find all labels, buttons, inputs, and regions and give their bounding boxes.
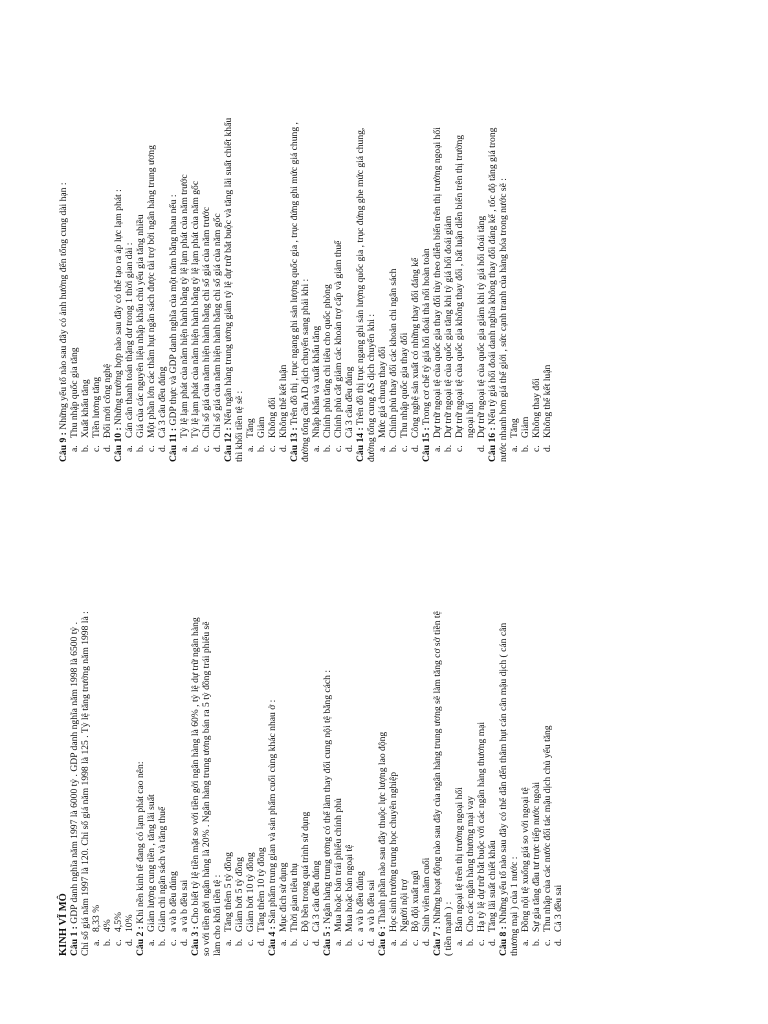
option-text: Giá của các nguyên liệu nhập khẩu chủ yếu gia tăng nhiều	[135, 214, 146, 438]
answer-option	[520, 524, 531, 956]
question	[322, 524, 377, 956]
answer-option	[113, 524, 124, 956]
answer-option	[311, 524, 322, 956]
question-stem	[322, 524, 333, 956]
option-letter: b.	[190, 444, 201, 452]
question-text-continued: làm cho khối tiền tệ :	[212, 874, 223, 956]
answer-option	[421, 524, 432, 956]
answer-option	[146, 524, 157, 956]
question-text: Những yếu tố nào sau đây có ảnh hưởng đến tổng cung dài hạn :	[58, 182, 69, 430]
answer-option	[267, 30, 278, 462]
question-stem	[487, 30, 498, 462]
question-stem	[135, 524, 146, 956]
option-text: Chỉ số giá của năm hiện hành bằng chỉ số giá của năm gốc	[212, 213, 223, 438]
question-text: Sản phẩm trung gian và sản phẩm cuối cùng khác nhau ở :	[267, 699, 278, 924]
answer-option	[443, 30, 454, 462]
option-letter: a.	[311, 445, 322, 452]
question-number: Câu 2 :	[135, 926, 146, 956]
option-text: 4%	[102, 919, 113, 932]
option-letter: a.	[91, 939, 102, 946]
question-text: Thành phần nào sau đây thuộc lực lượng lao động	[377, 731, 388, 924]
answer-option	[542, 30, 553, 462]
option-letter: a.	[124, 445, 135, 452]
question-text-continued: ( tiền mạnh ) :	[443, 901, 454, 956]
answer-option	[157, 30, 168, 462]
answer-option	[80, 30, 91, 462]
option-letter: b.	[80, 444, 91, 452]
option-letter: d.	[102, 444, 113, 452]
option-text: Mua hoặc bán ngoại tệ	[344, 844, 355, 932]
question-number: Câu 8 :	[498, 926, 509, 956]
answer-option	[355, 524, 366, 956]
option-letter: a.	[278, 939, 289, 946]
option-letter: a.	[245, 445, 256, 452]
question	[190, 524, 267, 956]
option-text: Thời gian tiêu thụ	[289, 863, 300, 932]
answer-option	[487, 524, 498, 956]
option-text: Không thay đổi	[531, 378, 542, 438]
answer-option	[102, 30, 113, 462]
question-number: Câu 13 :	[289, 427, 300, 462]
question-text: Những hoạt động nào sau đây của ngân hàng trung ương sẽ làm tăng cơ sở tiền tệ	[432, 611, 443, 924]
option-letter: c.	[333, 445, 344, 452]
question-stem	[289, 30, 300, 462]
question-stem	[190, 524, 201, 956]
question	[421, 30, 487, 462]
option-text: Chính phủ thay đổi các khoản chi ngân sách	[388, 268, 399, 438]
question	[267, 524, 322, 956]
answer-option	[333, 524, 344, 956]
answer-option	[454, 30, 465, 462]
option-letter: b.	[322, 444, 333, 452]
answer-option	[553, 524, 564, 956]
answer-option	[300, 524, 311, 956]
answer-option	[201, 30, 212, 462]
option-text: a và b đều sai	[179, 879, 190, 932]
option-text: Học sinh trường trung học chuyên nghiệp	[388, 771, 399, 932]
option-letter: a.	[432, 445, 443, 452]
option-text: Cả 3 đều sai	[553, 884, 564, 932]
answer-option	[289, 524, 300, 956]
question-number: Câu 3 :	[190, 926, 201, 956]
option-letter: d.	[476, 444, 487, 452]
option-text: Một phần lớn các thâm hụt ngân sách được tài trợ bởi ngân hàng trung ương	[146, 145, 157, 438]
option-text: 4,5%	[113, 912, 124, 932]
option-letter: b.	[256, 444, 267, 452]
option-text: Không thể kết luận	[278, 364, 289, 438]
option-letter: c.	[113, 939, 124, 946]
answer-option	[410, 30, 421, 462]
option-text: Dự trữ ngoại tệ của quốc gia tăng khi tỷ giá hối đoái giảm	[443, 215, 454, 438]
option-letter: b.	[157, 938, 168, 946]
option-letter: d.	[553, 938, 564, 946]
option-text: Tăng thêm 10 tỷ đồng	[256, 847, 267, 932]
answer-option	[476, 30, 487, 462]
option-text: Sự gia tăng đầu tư trực tiếp nước ngoài	[531, 781, 542, 932]
option-text: Dự trữ ngoại tệ của quốc gia không thay đổi , bất luận diễn biến trên thị trường	[454, 134, 465, 438]
option-text: a và b đều đúng	[168, 871, 179, 932]
question	[289, 30, 355, 462]
option-letter: d.	[278, 444, 289, 452]
answer-option	[124, 30, 135, 462]
option-letter: d.	[542, 444, 553, 452]
question-text: Cho biết tỷ lệ tiền mặt so với tiền gởi ngân hàng là 60% , tỷ lệ dự trữ ngân hàng	[190, 617, 201, 924]
option-letter: a.	[454, 939, 465, 946]
left-question-list	[69, 524, 564, 956]
left-column	[58, 524, 564, 956]
option-letter: d.	[179, 938, 190, 946]
option-text: Độ bền trong quá trình sử dụng	[300, 811, 311, 932]
option-text: Thu nhập của các nước đối tác mậu dịch chủ yếu tăng	[542, 725, 553, 932]
question-number: Câu 10 :	[113, 427, 124, 462]
option-text: Dự trữ ngoại tệ của quốc gia giảm khi tỷ giá hối đoái tăng	[476, 215, 487, 438]
answer-option	[124, 524, 135, 956]
option-text: Bộ đội xuất ngũ	[410, 870, 421, 932]
option-text: Bán ngoại tệ trên thị trường ngoại hối	[454, 787, 465, 932]
option-letter: b.	[289, 938, 300, 946]
option-text: Xuất khẩu tăng	[80, 379, 91, 438]
answer-option	[388, 30, 399, 462]
option-text: Chỉ số giá của năm hiện hành bằng chỉ số giá của năm trước	[201, 206, 212, 438]
option-letter: a.	[179, 445, 190, 452]
option-letter: b.	[388, 444, 399, 452]
answer-option	[256, 524, 267, 956]
question-text: Những trường hợp nào sau đây có thể tạo ra áp lực lạm phát :	[113, 189, 124, 425]
option-letter: c.	[245, 939, 256, 946]
question-text-continued: so với tiền gởi ngân hàng là 20% . Ngân hàng trung ương bán ra 5 tỷ đồng trái phiếu sẽ	[201, 621, 212, 956]
answer-option	[69, 30, 80, 462]
question-number: Câu 1 :	[69, 926, 80, 956]
option-text: Cả 3 câu đều đúng	[157, 366, 168, 438]
answer-option	[168, 524, 179, 956]
option-text: Cả 3 câu đều đúng	[311, 860, 322, 932]
option-text: Cho các ngân hàng thương mại vay	[465, 795, 476, 932]
option-letter: d.	[487, 938, 498, 946]
right-question-list	[58, 30, 553, 462]
question-number: Câu 5 :	[322, 926, 333, 956]
option-text: Đổi mới công nghệ	[102, 363, 113, 438]
answer-option	[212, 30, 223, 462]
option-letter: c.	[542, 939, 553, 946]
question-text-continued: đường tổng cầu AD dịch chuyển sang phải khi :	[300, 278, 311, 462]
option-letter: b.	[399, 938, 410, 946]
option-letter: c.	[531, 445, 542, 452]
option-text: Giảm lượng cung tiền , tăng lãi suất	[146, 794, 157, 932]
option-letter: a.	[223, 939, 234, 946]
question	[69, 524, 135, 956]
answer-option	[245, 30, 256, 462]
option-text: Công nghệ sản xuất có những thay đổi đáng kể	[410, 257, 421, 438]
question-text: Ngân hàng trung ương có thể làm thay đổi cung nội tệ bằng cách :	[322, 669, 333, 924]
question-stem	[498, 524, 509, 956]
option-letter: c.	[454, 445, 465, 452]
option-letter: a.	[388, 939, 399, 946]
option-letter: c.	[91, 445, 102, 452]
answer-option	[388, 524, 399, 956]
option-text: Tăng thêm 5 tỷ đồng	[223, 852, 234, 932]
answer-option	[432, 30, 443, 462]
question	[113, 30, 168, 462]
question-text: Trên đồ thị , trục ngang ghi sản lượng quốc gia , trục đứng ghi mức giá chung ,	[289, 122, 300, 426]
option-text: a và b đều sai	[366, 879, 377, 932]
answer-option	[157, 524, 168, 956]
option-letter: d.	[311, 938, 322, 946]
question-number: Câu 15 :	[421, 427, 432, 462]
question-text-continued: đường tổng cung AS dịch chuyển khi :	[366, 313, 377, 462]
question-number: Câu 11 :	[168, 427, 179, 462]
question	[487, 30, 553, 462]
answer-option	[91, 524, 102, 956]
option-text: Đồng nội tệ xuống giá so với ngoại tệ	[520, 787, 531, 932]
answer-option	[520, 30, 531, 462]
question	[355, 30, 421, 462]
option-text: Giảm	[520, 416, 531, 438]
answer-option	[454, 524, 465, 956]
question-number: Câu 9 :	[58, 432, 69, 462]
answer-option	[410, 524, 421, 956]
question	[223, 30, 289, 462]
option-letter: d.	[124, 938, 135, 946]
answer-option	[465, 524, 476, 956]
answer-option	[344, 524, 355, 956]
answer-option	[91, 30, 102, 462]
answer-option	[322, 30, 333, 462]
question-stem	[355, 30, 366, 462]
answer-option	[256, 30, 267, 462]
option-letter: d.	[344, 444, 355, 452]
question-stem	[421, 30, 432, 462]
option-letter: d.	[366, 938, 377, 946]
answer-option	[278, 30, 289, 462]
option-text: 10%	[124, 914, 135, 932]
question	[135, 524, 190, 956]
answer-option	[476, 524, 487, 956]
option-letter: c.	[146, 445, 157, 452]
answer-option	[366, 524, 377, 956]
answer-option	[190, 30, 201, 462]
answer-option	[102, 524, 113, 956]
document-title: KINH VĨ MÔ	[58, 893, 69, 956]
option-text: Tăng lãi suất chiết khấu	[487, 840, 498, 932]
option-letter: d.	[212, 444, 223, 452]
question-stem	[223, 30, 234, 462]
option-letter: c.	[476, 939, 487, 946]
question-number: Câu 7 :	[432, 926, 443, 956]
question	[498, 524, 564, 956]
option-letter: a.	[146, 939, 157, 946]
answer-option	[377, 30, 388, 462]
answer-option	[542, 524, 553, 956]
question-text: GDP thực và GDP danh nghĩa của một năm bằng nhau nếu :	[168, 194, 179, 426]
question	[432, 524, 498, 956]
answer-option	[135, 30, 146, 462]
option-letter: c.	[355, 939, 366, 946]
option-text-continued: ngoại hối	[465, 402, 476, 438]
answer-option	[399, 524, 410, 956]
option-text: Chính phủ cắt giảm các khoản trợ cấp và giảm thuế	[333, 240, 344, 438]
answer-option	[311, 30, 322, 462]
option-text: Tăng	[245, 418, 256, 438]
option-text: Mua hoặc bán trái phiếu chính phủ	[333, 798, 344, 932]
question-text: Khi nền kinh tế đang có lạm phát cao nên:	[135, 761, 146, 924]
question-number: Câu 6 :	[377, 926, 388, 956]
option-text: Giảm	[256, 416, 267, 438]
option-letter: d.	[421, 938, 432, 946]
question-text: Nếu tỷ giá hối đoái danh nghĩa không thay đổi đáng kể , tốc độ tăng giá trong	[487, 127, 498, 425]
option-text: 8,33 %	[91, 904, 102, 932]
option-text: Tỷ lệ lạm phát của năm hiện hành bằng tỷ lệ lạm phát của năm trước	[179, 174, 190, 438]
option-text: Dự trữ ngoại tệ của quốc gia thay đổi tùy theo diễn biến trên thị trường ngoại hối	[432, 127, 443, 438]
option-text: Sinh viên năm cuối	[421, 857, 432, 932]
question-text: Những yếu tố nào sau đây có thể dẫn đến thâm hụt cán cân mậu dịch ( cán cân	[498, 622, 509, 924]
option-letter: a.	[509, 445, 520, 452]
question	[58, 30, 113, 462]
option-text: Cán cân thanh toán thặng dư trong 1 thời gian dài :	[124, 242, 135, 438]
option-text: Hạ tỷ lệ dự trữ bắt buộc với các ngân hàng thương mại	[476, 721, 487, 932]
question-stem	[58, 30, 69, 462]
answer-option	[245, 524, 256, 956]
option-text: Thu nhập quốc gia thay đổi	[399, 332, 410, 438]
option-letter: b.	[234, 938, 245, 946]
answer-option	[179, 524, 190, 956]
option-letter: b.	[135, 444, 146, 452]
option-text: Tăng	[509, 418, 520, 438]
question-text-continued: thì khối tiền tệ sẽ :	[234, 390, 245, 462]
option-text: Chính phủ tăng chi tiêu cho quốc phòng	[322, 284, 333, 438]
option-letter: b.	[520, 444, 531, 452]
answer-option	[234, 524, 245, 956]
option-letter: c.	[300, 939, 311, 946]
question-stem	[113, 30, 124, 462]
option-letter: c.	[399, 445, 410, 452]
option-text: Người nội trợ	[399, 879, 410, 932]
option-letter: a.	[69, 445, 80, 452]
option-text: Mức giá chung thay đổi	[377, 346, 388, 438]
answer-option	[531, 30, 542, 462]
question-text-continued: nước nhanh hơn giá thế giới , sức cạnh tranh của hàng hóa trong nước sẽ :	[498, 178, 509, 462]
answer-option	[531, 524, 542, 956]
option-letter: b.	[443, 444, 454, 452]
answer-option	[146, 30, 157, 462]
option-letter: d.	[410, 444, 421, 452]
answer-option	[223, 524, 234, 956]
question-number: Câu 16 :	[487, 427, 498, 462]
question-stem	[267, 524, 278, 956]
question	[168, 30, 223, 462]
answer-option	[509, 30, 520, 462]
option-text: a và b đều đúng	[355, 871, 366, 932]
option-text: Mục đích sử dụng	[278, 862, 289, 932]
option-letter: a.	[377, 445, 388, 452]
question-text: GDP danh nghĩa năm 1997 là 6000 tỷ . GDP danh nghĩa năm 1998 là 6500 tỷ .	[69, 622, 80, 924]
option-letter: a.	[520, 939, 531, 946]
answer-option	[278, 524, 289, 956]
option-letter: c.	[267, 445, 278, 452]
option-letter: d.	[256, 938, 267, 946]
option-text: Không đổi	[267, 397, 278, 438]
question-stem	[168, 30, 179, 462]
question-text: Trong cơ chế tỷ giá hối đoái thả nổi hoàn toàn	[421, 248, 432, 426]
option-letter: b.	[465, 938, 476, 946]
question-text: Nếu ngân hàng trung ương giảm tỷ lệ dự trữ bắt buộc và tăng lãi suất chiết khấu	[223, 117, 234, 425]
question-text-continued: thương mại ) của 1 nước :	[509, 856, 520, 956]
option-text: Thu nhập quốc gia tăng	[69, 347, 80, 438]
question-number: Câu 12 :	[223, 427, 234, 462]
option-text: Tiền lương tăng	[91, 376, 102, 438]
option-letter: c.	[410, 939, 421, 946]
option-letter: b.	[344, 938, 355, 946]
right-column	[58, 30, 553, 462]
option-letter: c.	[168, 939, 179, 946]
option-text: Giảm bớt 5 tỷ đồng	[234, 857, 245, 932]
answer-option	[344, 30, 355, 462]
question-stem	[432, 524, 443, 956]
option-text: Cả 3 câu đều đúng	[344, 366, 355, 438]
question	[377, 524, 432, 956]
question-number: Câu 14 :	[355, 427, 366, 462]
answer-option	[333, 30, 344, 462]
question-number: Câu 4 :	[267, 926, 278, 956]
answer-option	[399, 30, 410, 462]
option-letter: a.	[333, 939, 344, 946]
option-text: Tỷ lệ lạm phát của năm hiện hành bằng tỷ lệ lạm phát của năm gốc	[190, 180, 201, 438]
option-text: Nhập khẩu và xuất khẩu tăng	[311, 325, 322, 438]
option-letter: b.	[102, 938, 113, 946]
option-text: Giảm bớt 10 tỷ đồng	[245, 852, 256, 932]
question-stem	[377, 524, 388, 956]
option-text: Giảm chi ngân sách và tăng thuế	[157, 806, 168, 932]
question-text: Trên đồ thị trục ngang ghi sản lượng quốc gia , trục đứng ghe mức giá chung,	[355, 127, 366, 426]
answer-option	[179, 30, 190, 462]
question-stem	[69, 524, 80, 956]
option-letter: c.	[201, 445, 212, 452]
question-text-continued: Chỉ số giá năm 1997 là 120. Chỉ số giá năm 1998 là 125 . Tỷ lệ tăng trưởng năm 1998 là :	[80, 611, 91, 956]
option-text: Không thể kết luận	[542, 364, 553, 438]
option-letter: b.	[531, 938, 542, 946]
option-letter: d.	[157, 444, 168, 452]
